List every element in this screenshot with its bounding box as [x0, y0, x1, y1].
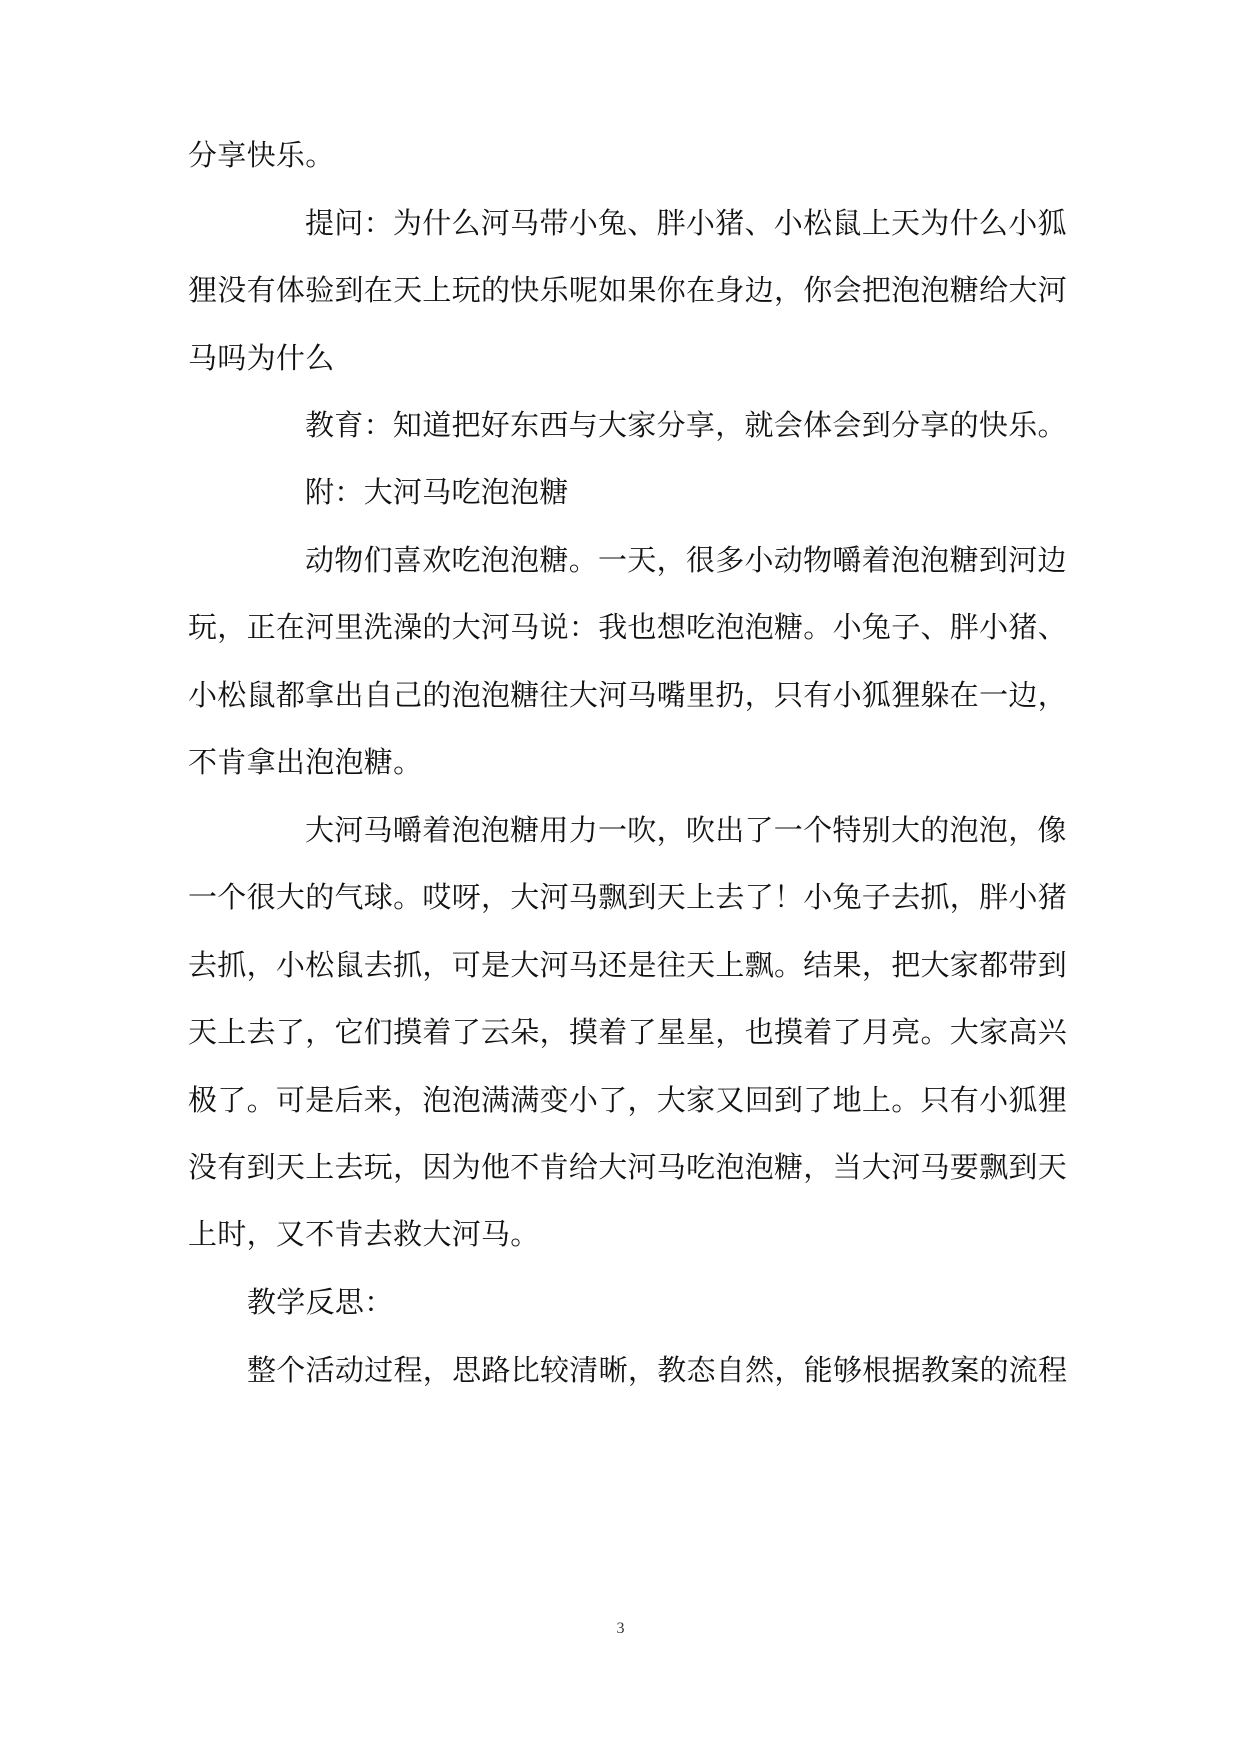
text-line: 教育：知道把好东西与大家分享，就会体会到分享的快乐。: [305, 408, 1067, 442]
text-line: 极了。可是后来，泡泡满满变小了，大家又回到了地上。只有小狐狸: [188, 1083, 1068, 1117]
text-line: 狸没有体验到在天上玩的快乐呢如果你在身边，你会把泡泡糖给大河: [188, 273, 1068, 307]
text-line: 附：大河马吃泡泡糖: [305, 475, 569, 509]
text-line: 马吗为什么: [188, 341, 335, 375]
text-line: 上时，又不肯去救大河马。: [188, 1217, 540, 1251]
text-line: 大河马嚼着泡泡糖用力一吹，吹出了一个特别大的泡泡，像: [305, 813, 1067, 847]
text-line: 玩，正在河里洗澡的大河马说：我也想吃泡泡糖。小兔子、胖小猪、: [188, 610, 1068, 644]
text-line: 一个很大的气球。哎呀，大河马飘到天上去了！小兔子去抓，胖小猪: [188, 880, 1068, 914]
text-line: 动物们喜欢吃泡泡糖。一天，很多小动物嚼着泡泡糖到河边: [305, 543, 1067, 577]
text-line: 整个活动过程，思路比较清晰，教态自然，能够根据教案的流程: [247, 1353, 1068, 1387]
text-line: 去抓，小松鼠去抓，可是大河马还是往天上飘。结果，把大家都带到: [188, 948, 1068, 982]
text-line: 小松鼠都拿出自己的泡泡糖往大河马嘴里扔，只有小狐狸躲在一边，: [188, 678, 1068, 712]
text-line: 分享快乐。: [188, 138, 335, 172]
text-line: 提问：为什么河马带小兔、胖小猪、小松鼠上天为什么小狐: [305, 206, 1067, 240]
text-line: 没有到天上去玩，因为他不肯给大河马吃泡泡糖，当大河马要飘到天: [188, 1150, 1068, 1184]
text-line: 不肯拿出泡泡糖。: [188, 745, 423, 779]
section-heading: 教学反思：: [247, 1285, 394, 1319]
page-number: 3: [616, 1620, 625, 1637]
text-line: 天上去了，它们摸着了云朵，摸着了星星，也摸着了月亮。大家高兴: [188, 1015, 1068, 1049]
